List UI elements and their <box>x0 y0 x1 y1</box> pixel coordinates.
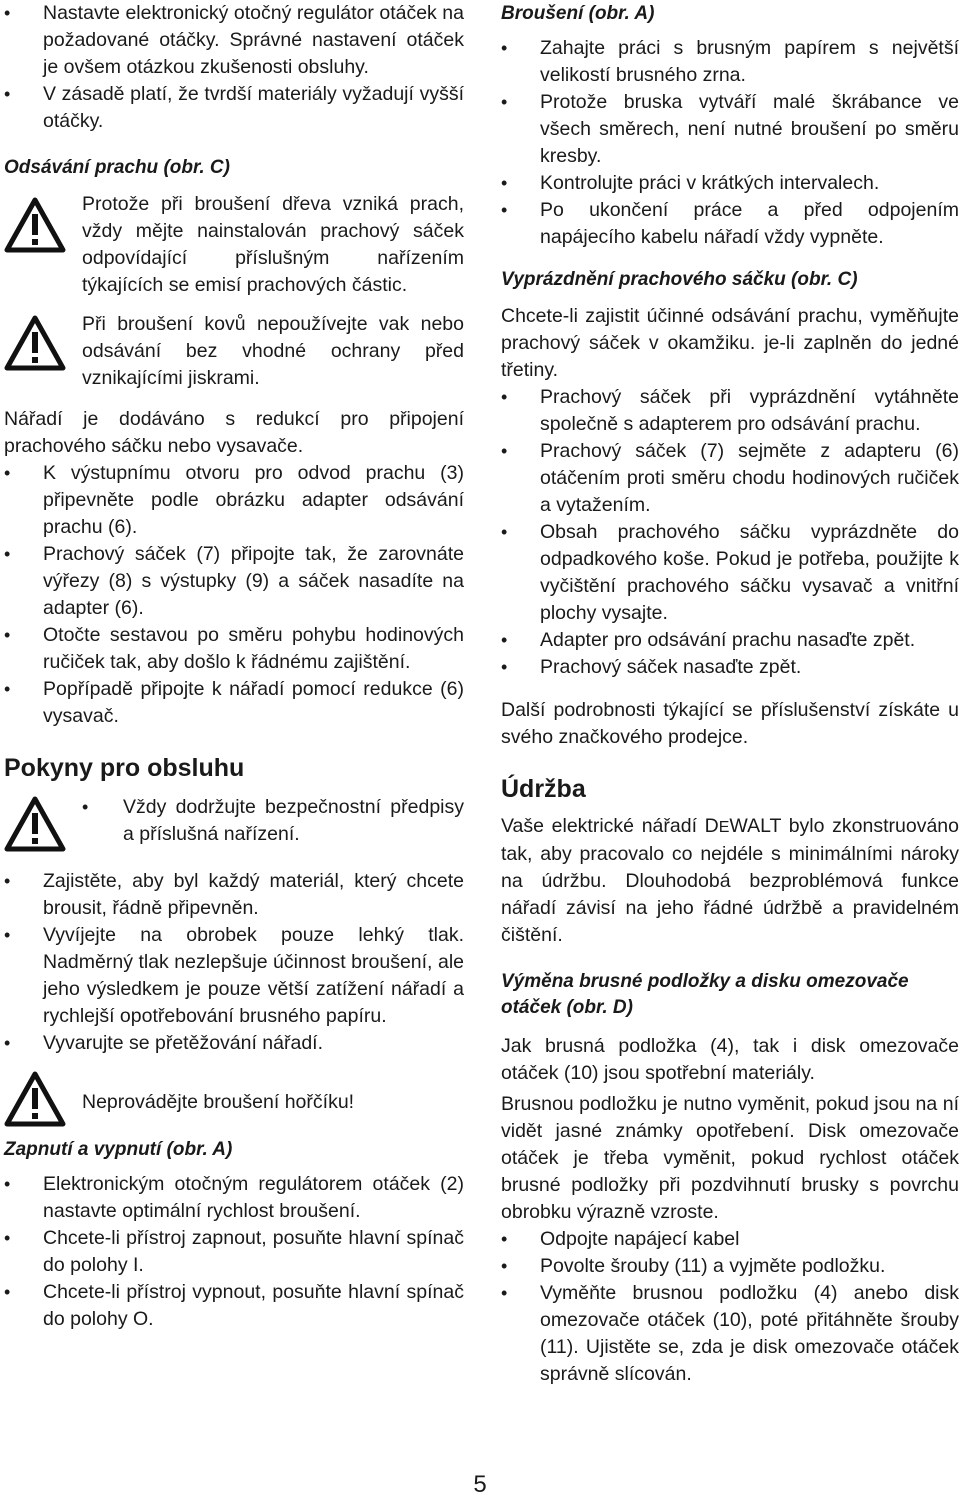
list-item: • Prachový sáček nasaďte zpět. <box>501 654 959 681</box>
list-item: • Vyměňte brusnou podložku (4) anebo disk omezovače otáček (10), poté přitáhněte šrouby (11). Ujistěte se, zda je disk omezovače otáček správně slícován. <box>501 1280 959 1388</box>
warning-text: Při broušení kovů nepoužívejte vak nebo odsávání bez vhodné ochrany před vznikajícími jiskrami. <box>82 313 464 389</box>
magnesium-warning <box>4 1071 464 1127</box>
emptying-bullet-list <box>501 384 959 681</box>
pad-paragraph-1: Jak brusná podložka (4), tak i disk omezovače otáček (10) jsou spotřební materiály. <box>501 1035 959 1084</box>
list-item: • Nastavte elektronický otočný regulátor otáček na požadované otáčky. Správné nastavení otáček je ovšem otázkou zkušenosti obsluhy. <box>4 0 464 81</box>
pad-replacement-heading: Výměna brusné podložky a disku omezovače otáček (obr. D) <box>501 971 909 1018</box>
list-item: • Vyvarujte se přetěžování nářadí. <box>4 1030 464 1057</box>
emptying-heading: Vyprázdnění prachového sáčku (obr. C) <box>501 269 858 290</box>
right-column <box>501 0 959 1388</box>
list-item: • Po ukončení práce a před odpojením napájecího kabelu nářadí vždy vypněte. <box>501 197 959 251</box>
accessories-paragraph: Další podrobnosti týkající se příslušenství získáte u svého značkového prodejce. <box>501 699 959 748</box>
list-item: • Povolte šrouby (11) a vyjměte podložku. <box>501 1253 959 1280</box>
left-column <box>4 0 464 1333</box>
warning-triangle-icon <box>4 197 66 261</box>
list-item: • Otočte sestavou po směru pohybu hodinových ručiček tak, aby došlo k řádnému zajištění. <box>4 622 464 676</box>
dust-warning-2 <box>4 311 464 392</box>
warning-text: Neprovádějte broušení hořčíku! <box>82 1091 355 1113</box>
brand-small-letter: E <box>718 819 730 836</box>
list-item: • Odpojte napájecí kabel <box>501 1226 959 1253</box>
list-item: • Adapter pro odsávání prachu nasaďte zpět. <box>501 627 959 654</box>
operation-heading: Pokyny pro obsluhu <box>4 754 245 782</box>
list-item: • Zajistěte, aby byl každý materiál, který chcete brousit, řádně připevněn. <box>4 868 464 922</box>
list-item: • Prachový sáček při vyprázdnění vytáhněte společně s adapterem pro odsávání prachu. <box>501 384 959 438</box>
warning-text: Protože při broušení dřeva vzniká prach, vždy mějte nainstalován prachový sáček odpovídající příslušným nařízením týkajících se emisí prachových částic. <box>82 193 464 296</box>
list-item: • Prachový sáček (7) sejměte z adapteru (6) otáčením proti směru chodu hodinových ručiček a vytažením. <box>501 438 959 519</box>
list-item: • Vždy dodržujte bezpečnostní předpisy a příslušná nařízení. <box>82 794 464 848</box>
dust-extraction-heading: Odsávání prachu (obr. C) <box>4 157 230 178</box>
dust-paragraph: Nářadí je dodáváno s redukcí pro připojení prachového sáčku nebo vysavače. <box>4 408 464 457</box>
sanding-heading: Broušení (obr. A) <box>501 3 655 24</box>
operation-bullet-list <box>4 868 464 1057</box>
pad-paragraph-2: Brusnou podložku je nutno vyměnit, pokud jsou na ní vidět jasné známky opotřebení. Disk omezovače otáček je třeba vyměnit, pokud rychlost otáček brusné podložky při pozdvihnutí brusky s povrchu obrobku výrazně vzroste. <box>501 1093 959 1223</box>
list-item: • Zahajte práci s brusným papírem s největší velikostí brusného zrna. <box>501 35 959 89</box>
operation-warning <box>4 794 464 848</box>
list-item: • Protože bruska vytváří malé škrábance ve všech směrech, není nutné broušení po směru kresby. <box>501 89 959 170</box>
warning-triangle-icon <box>4 1071 66 1135</box>
list-item: • Vyvíjejte na obrobek pouze lehký tlak. Nadměrný tlak nezlepšuje účinnost broušení, ale jeho výsledkem je pouze větší zatížení nářadí a rychlejší opotřebování brusného papíru. <box>4 922 464 1030</box>
emptying-paragraph: Chcete-li zajistit účinné odsávání prachu, vyměňujte prachový sáček v okamžiku. je-li zaplněn do jedné třetiny. <box>501 305 959 381</box>
maintenance-paragraph <box>501 813 959 949</box>
dust-warning-1 <box>4 191 464 299</box>
list-item: • Prachový sáček (7) připojte tak, že zarovnáte výřezy (8) s výstupky (9) a sáček nasadíte na adapter (6). <box>4 541 464 622</box>
page-number: 5 <box>473 1471 487 1498</box>
intro-bullet-list <box>4 0 464 135</box>
switch-bullet-list <box>4 1171 464 1333</box>
list-item: • Popřípadě připojte k nářadí pomocí redukce (6) vysavač. <box>4 676 464 730</box>
operation-warning-list <box>82 794 464 848</box>
list-item: • K výstupnímu otvoru pro odvod prachu (3) připevněte podle obrázku adapter odsávání prachu (6). <box>4 460 464 541</box>
maintenance-heading: Údržba <box>501 775 586 803</box>
sanding-bullet-list <box>501 35 959 251</box>
list-item: • Chcete-li přístroj vypnout, posuňte hlavní spínač do polohy O. <box>4 1279 464 1333</box>
pad-bullet-list <box>501 1226 959 1388</box>
list-item: • Obsah prachového sáčku vyprázdněte do odpadkového koše. Pokud je potřeba, použijte k vyčištění prachového sáčku vysavač a vnitřní plochy vysajte. <box>501 519 959 627</box>
list-item: • V zásadě platí, že tvrdší materiály vyžadují vyšší otáčky. <box>4 81 464 135</box>
maintenance-text-rest: WALT bylo zkonstruováno tak, aby pracovalo co nejdéle s minimálními nároky na údržbu. Dlouhodobá bezproblémová funkce nářadí závisí na jeho řádné údržbě a pravidelném čištění. <box>501 815 959 946</box>
list-item: • Kontrolujte práci v krátkých intervalech. <box>501 170 959 197</box>
maintenance-text-start: Vaše elektrické nářadí D <box>501 815 719 837</box>
warning-triangle-icon <box>4 796 66 860</box>
list-item: • Elektronickým otočným regulátorem otáček (2) nastavte optimální rychlost broušení. <box>4 1171 464 1225</box>
warning-triangle-icon <box>4 315 66 379</box>
list-item: • Chcete-li přístroj zapnout, posuňte hlavní spínač do polohy I. <box>4 1225 464 1279</box>
switch-heading: Zapnutí a vypnutí (obr. A) <box>4 1139 233 1160</box>
dust-bullet-list <box>4 460 464 730</box>
